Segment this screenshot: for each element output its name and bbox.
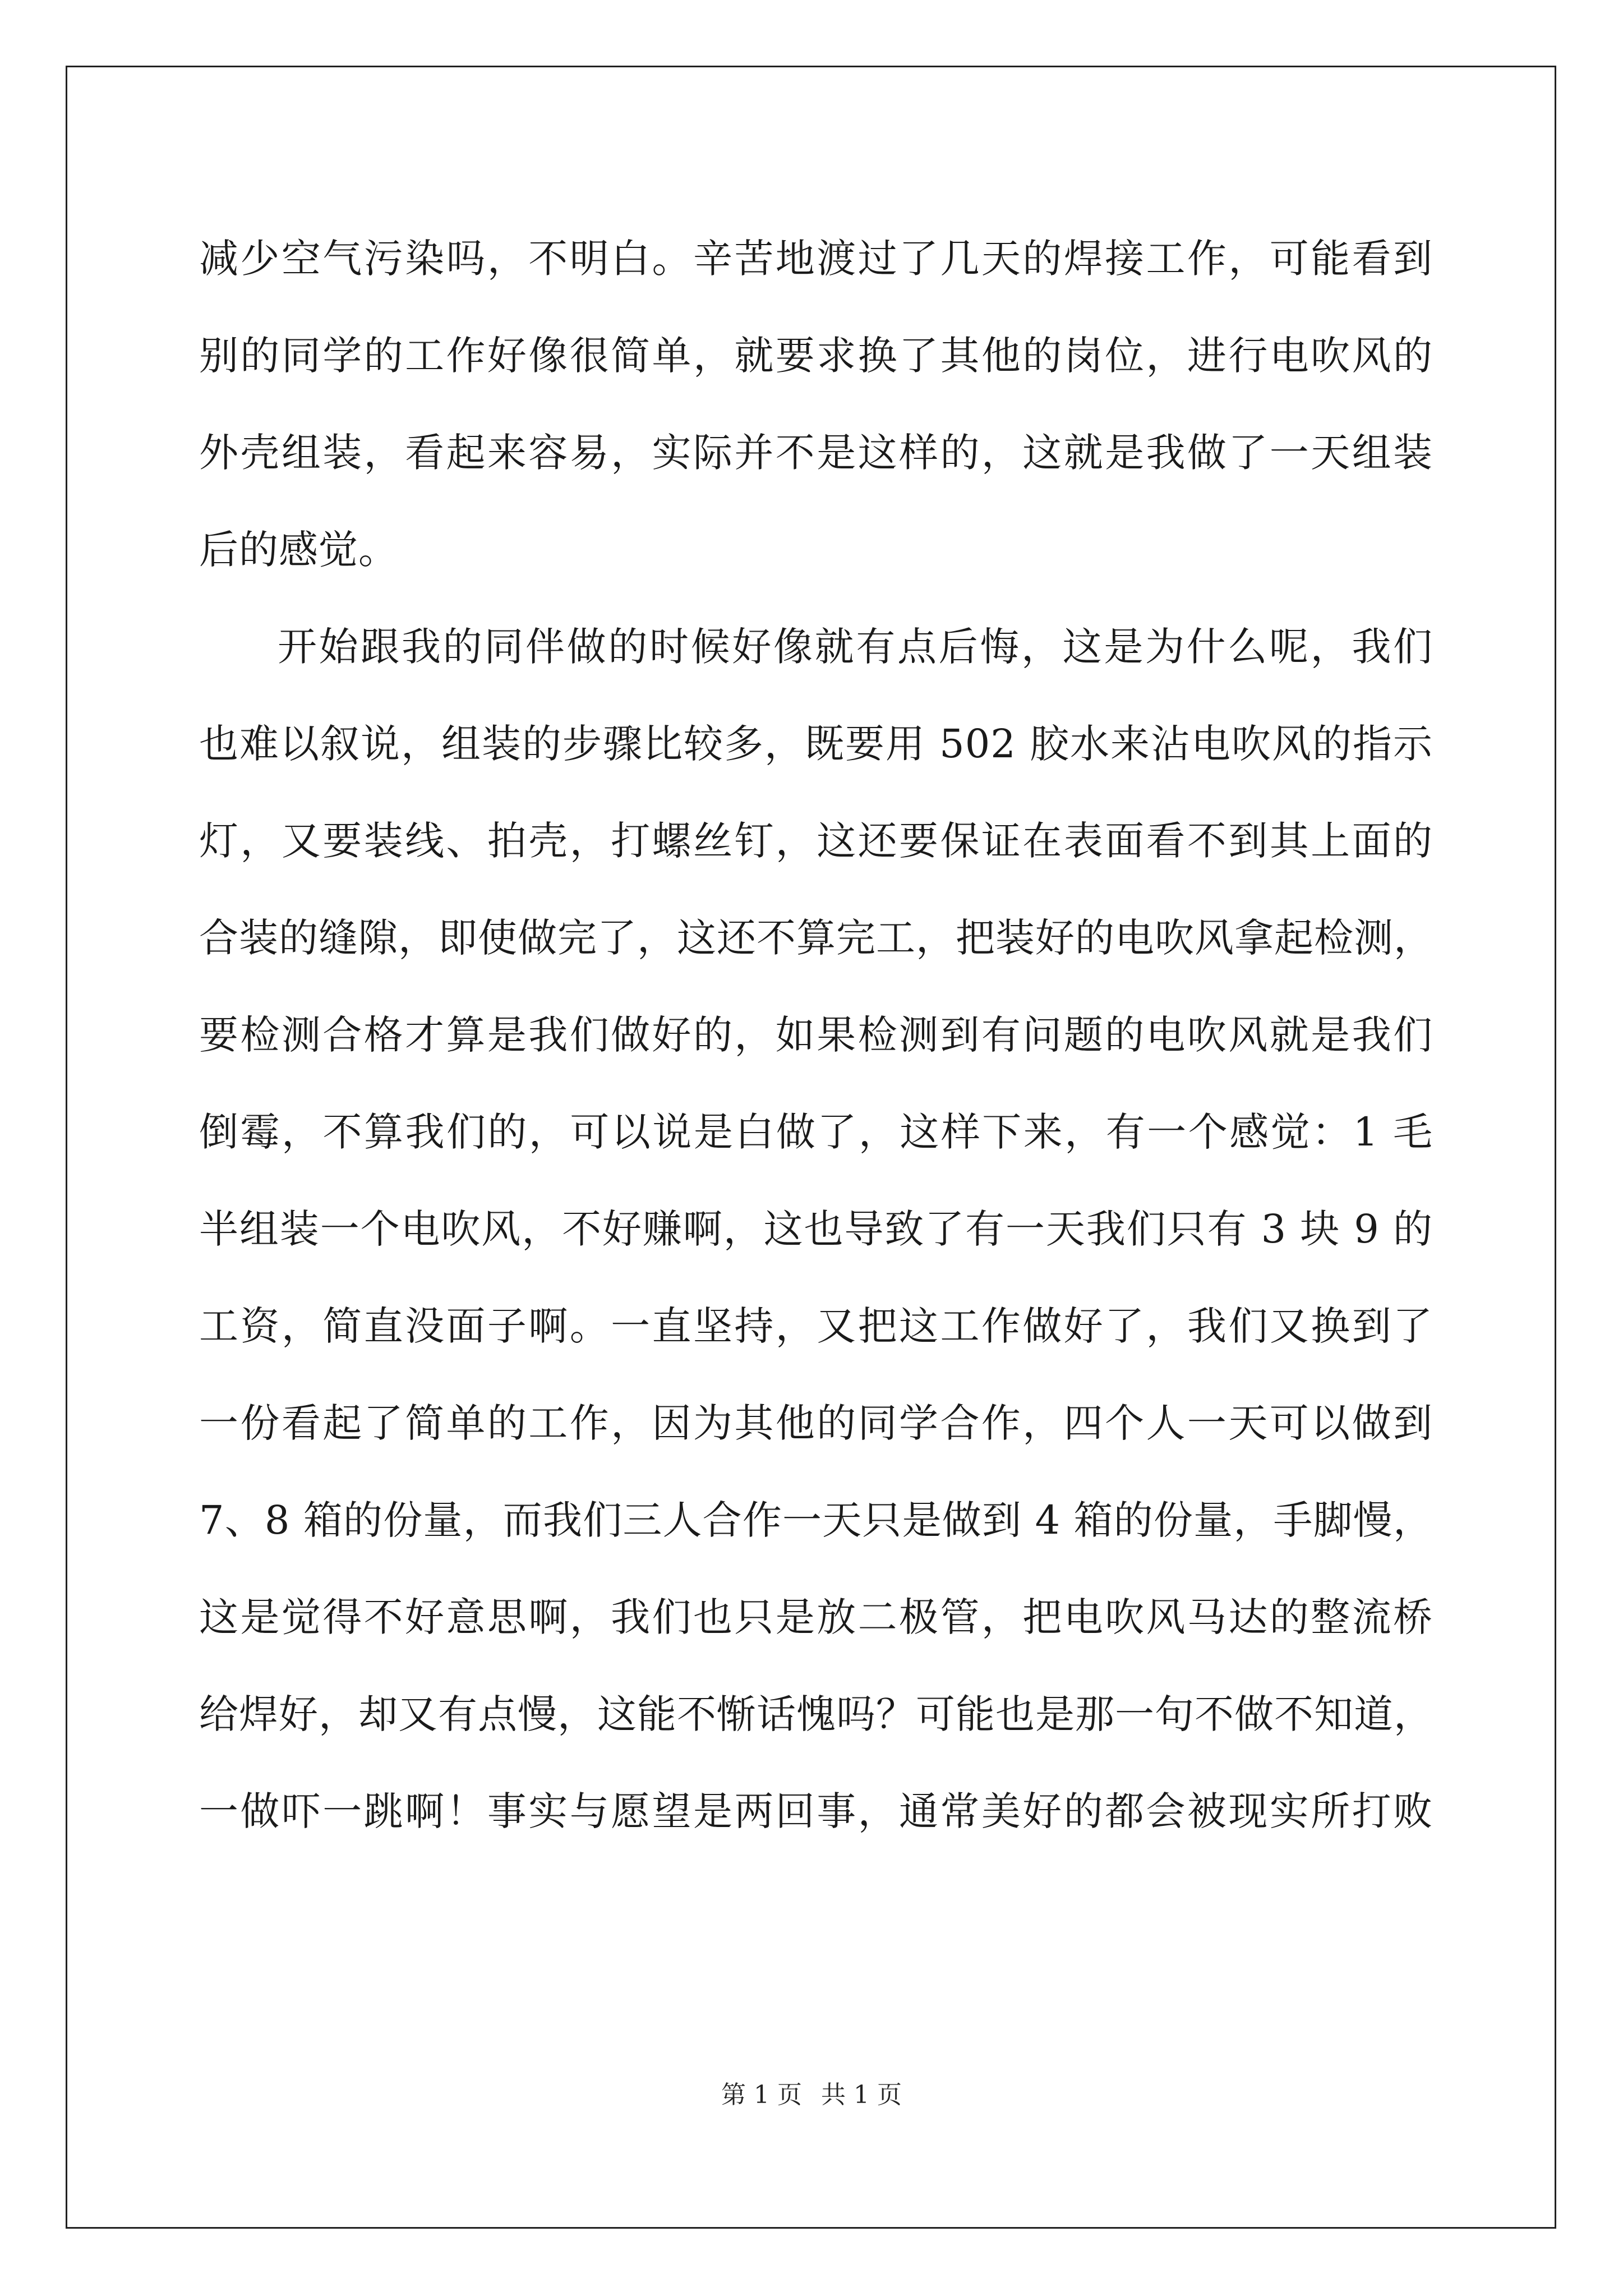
paragraph-first-line: 开始跟我的同伴做的时候好像就有点后悔，这是为什么呢，我们	[278, 624, 1433, 670]
text-line: 7、8 箱的份量，而我们三人合作一天只是做到 4 箱的份量，手脚慢，	[199, 1497, 1433, 1543]
text-line: 给焊好，却又有点慢，这能不惭话愧吗？可能也是那一句不做不知道，	[199, 1691, 1433, 1737]
text-line: 合装的缝隙，即使做完了，这还不算完工，把装好的电吹风拿起检测，	[199, 915, 1433, 961]
text-line: 后的感觉。	[199, 527, 398, 573]
text-line: 这是觉得不好意思啊，我们也只是放二极管，把电吹风马达的整流桥	[199, 1594, 1433, 1640]
text-line: 要检测合格才算是我们做好的，如果检测到有问题的电吹风就是我们	[199, 1012, 1433, 1058]
text-line: 别的同学的工作好像很简单，就要求换了其他的岗位，进行电吹风的	[199, 333, 1433, 379]
text-line: 工资，简直没面子啊。一直坚持，又把这工作做好了，我们又换到了	[199, 1303, 1433, 1349]
text-line: 灯，又要装线、拍壳，打螺丝钉，这还要保证在表面看不到其上面的	[199, 818, 1433, 864]
text-line: 外壳组装，看起来容易，实际并不是这样的，这就是我做了一天组装	[199, 430, 1433, 476]
document-body	[199, 210, 1433, 1860]
page-total: 共 1 页	[821, 2081, 902, 2109]
page-number: 第 1 页	[721, 2081, 802, 2109]
text-line: 减少空气污染吗，不明白。辛苦地渡过了几天的焊接工作，可能看到	[199, 236, 1433, 282]
text-line: 一份看起了简单的工作，因为其他的同学合作，四个人一天可以做到	[199, 1400, 1433, 1446]
page-footer	[0, 2078, 1623, 2112]
text-line: 半组装一个电吹风，不好赚啊，这也导致了有一天我们只有 3 块 9 的	[199, 1206, 1433, 1252]
text-line: 也难以叙说，组装的步骤比较多，既要用 502 胶水来沾电吹风的指示	[199, 721, 1433, 767]
text-line: 倒霉，不算我们的，可以说是白做了，这样下来，有一个感觉：1 毛	[199, 1109, 1433, 1155]
text-line: 一做吓一跳啊！事实与愿望是两回事，通常美好的都会被现实所打败	[199, 1788, 1433, 1834]
